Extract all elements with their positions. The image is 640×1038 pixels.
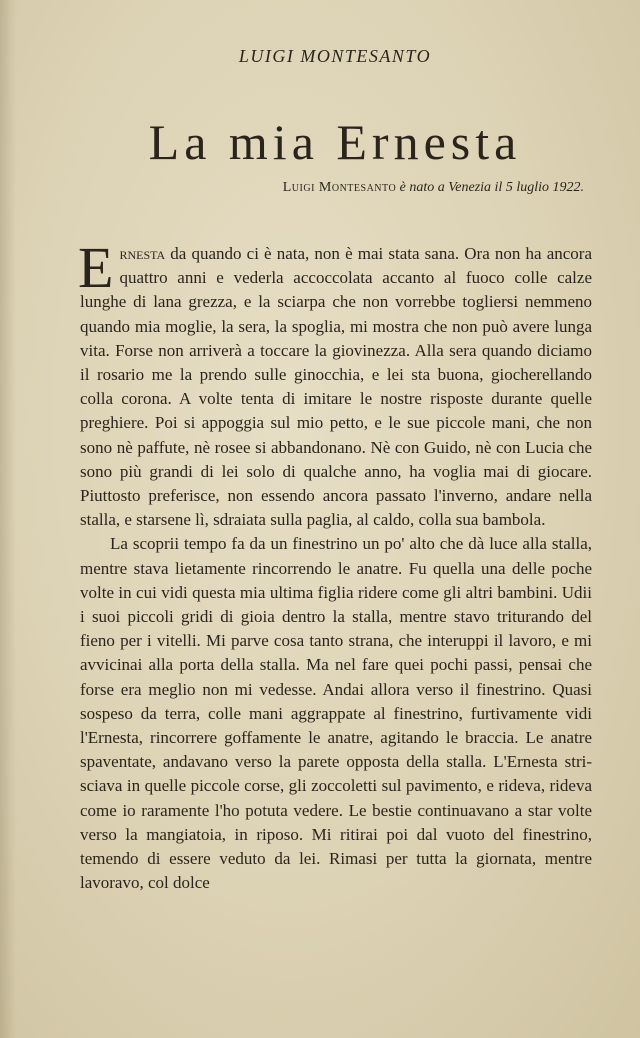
running-head: LUIGI MONTESANTO (238, 46, 432, 66)
story-body (78, 235, 592, 895)
author-byline (283, 180, 584, 196)
byline-author-name: Luigi Montesanto (282, 180, 397, 195)
lead-smallcaps: rnesta (119, 244, 166, 263)
byline-text: è nato a Venezia il 5 luglio 1922. (399, 180, 584, 195)
paragraph-1 (78, 235, 592, 532)
drop-cap: E (78, 235, 114, 300)
paragraph-2: La scoprii tempo fa da un finestrino un po' alto che dà luce alla stalla, mentre stava lietamente rincorrendo le anatre. Fu quella una delle poche volte in cui vidi questa mia ultima figlia ridere come gli altri bambini. Udii i suoi piccoli gridi di gioia dentro la stalla, mentre stavo triturando del fieno per i vitelli. Mi parve cosa tanto strana, che interuppi il lavoro, e mi avvicinai alla porta della stalla. Ma nel fare quei pochi passi, pensai che forse era meglio non mi vedesse. Andai allora verso il finestrino. Quasi sospeso da terra, colle mani aggrappate al finestrino, furtivamente vidi l'Ernesta, rincorrere goffamente le anatre, agitando le braccia. Le anatre spaventate, andavano verso la parete opposta della stalla. L'Ernesta strisciava in quelle piccole corse, gli zoccoletti sul pavimento, e rideva, rideva come io raramente l'ho potuta vedere. Le bestie continuavano a star volte verso la mangiatoia, in riposo. Mi ritirai poi dal vuoto del finestrino, temendo di essere veduto da lei. Rimasi per tutta la giornata, mentre lavoravo, col dolce (80, 534, 592, 893)
story-title: La mia Ernesta (148, 114, 522, 170)
paragraph-1-text: da quando ci è nata, non è mai stata sana. Ora non ha ancora quattro anni e vederla accoccolata accanto al fuoco colle calze lunghe di lana grezza, e la sciarpa che non vorrebbe togliersi nemmeno quando mia moglie, la sera, la spoglia, mi mostra che non può avere lunga vita. Forse non arriverà a toccare la giovinezza. Alla sera quando diciamo il rosario me la prendo sulle ginocchia, e lei sta buona, giocherellando colla corona. A volte tenta di imitare le nostre risposte durante quelle preghiere. Poi si appoggia sul mio petto, e le sue piccole mani, che non sono nè paffute, nè rosee si abbandonano. Nè con Guido, nè con Lucia che sono più grandi di lei solo di qualche anno, ha voglia mai di giocare. Piuttosto preferisce, non essendo ancora passato l'inverno, andare nella stalla, e starsene lì, sdraiata sulla paglia, al caldo, colla sua bambola. (80, 244, 592, 530)
